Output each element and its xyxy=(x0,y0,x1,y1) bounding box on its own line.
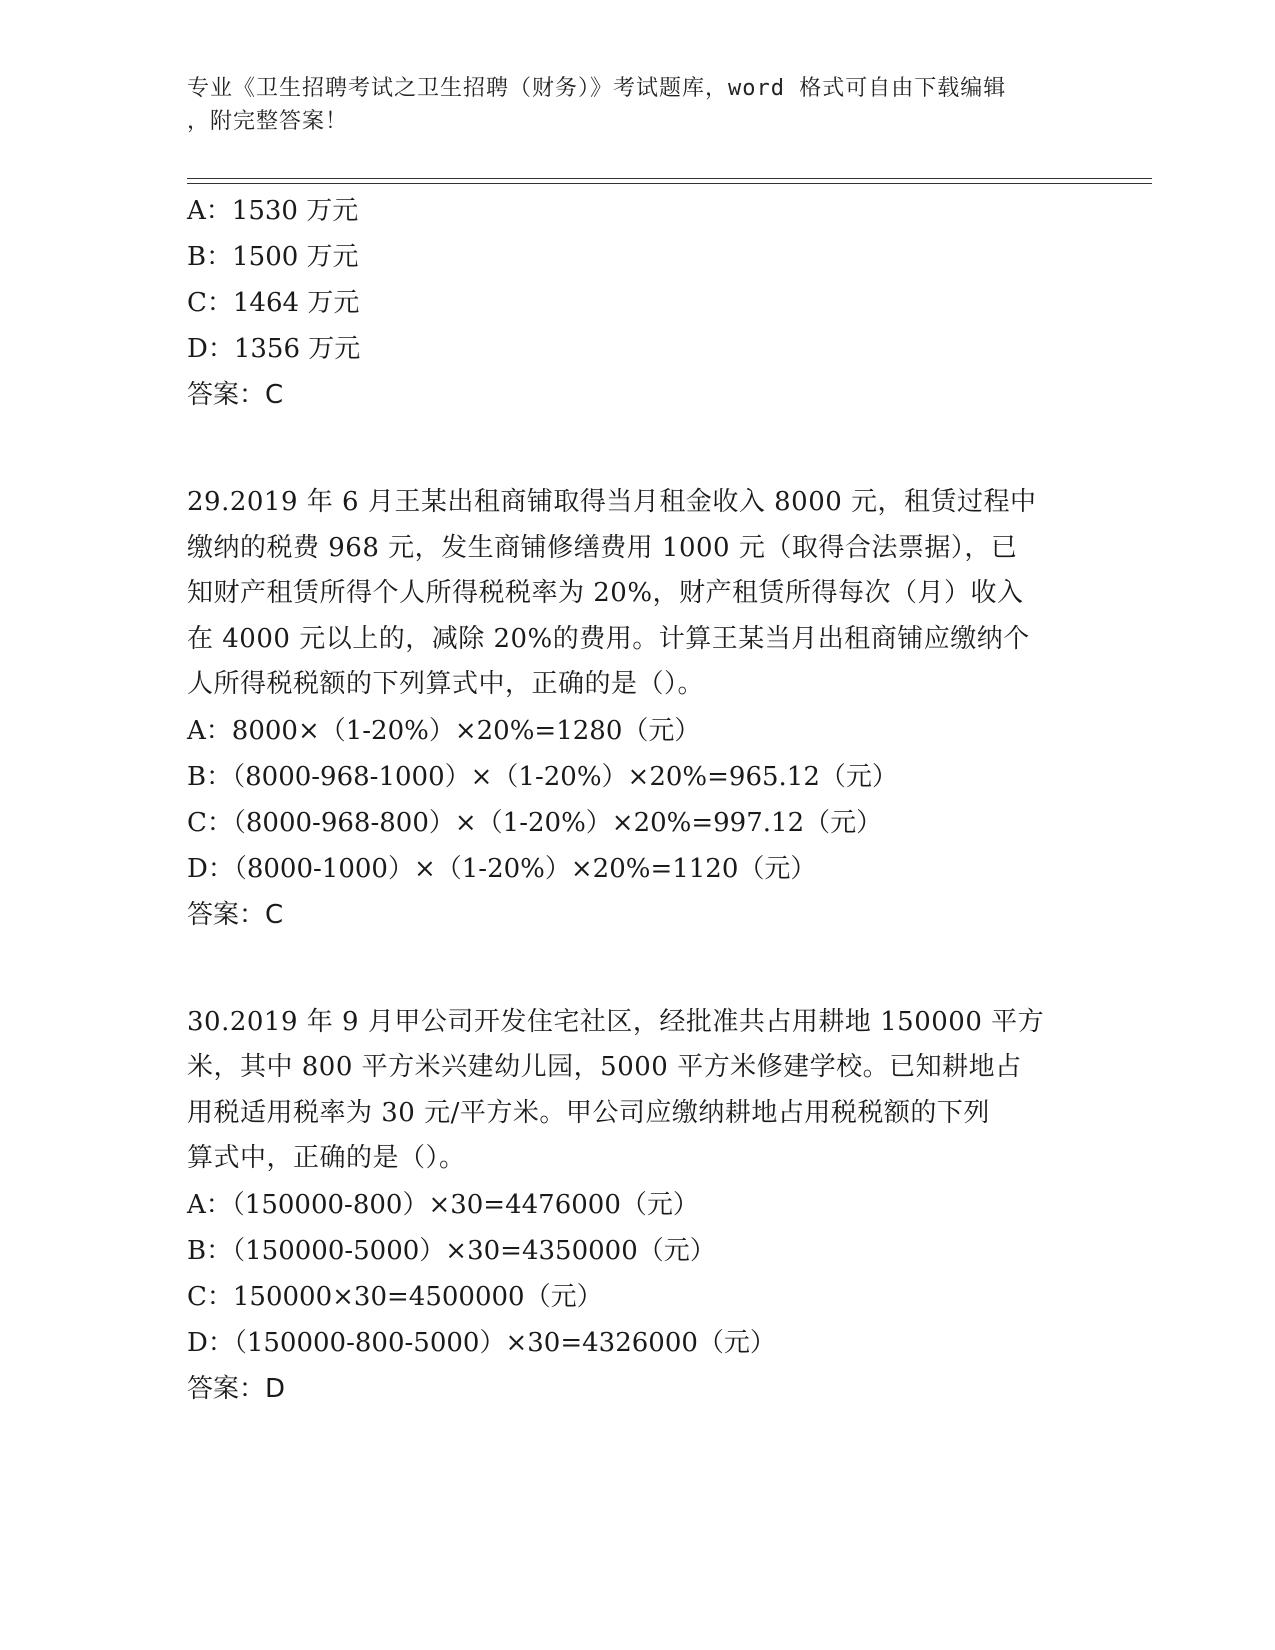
option-a: A：（150000-800）×30=4476000（元） xyxy=(187,1189,699,1220)
header-line-1: 专业《卫生招聘考试之卫生招聘（财务）》考试题库，word 格式可自由下载编辑 xyxy=(187,76,1007,101)
header-divider-bottom xyxy=(187,183,1152,184)
header-divider-top xyxy=(187,178,1152,179)
option-b: B：（150000-5000）×30=4350000（元） xyxy=(187,1235,716,1266)
question-28 xyxy=(187,188,1087,418)
stem-line: 29.2019 年 6 月王某出租商铺取得当月租金收入 8000 元，租赁过程中 xyxy=(187,487,1037,517)
stem-line: 用税适用税率为 30 元/平方米。甲公司应缴纳耕地占用税税额的下列 xyxy=(187,1097,990,1128)
option-b: B：1500 万元 xyxy=(187,242,359,272)
stem-line: 30.2019 年 9 月甲公司开发住宅社区，经批准共占用耕地 150000 平方 xyxy=(187,1006,1045,1037)
answer-label: 答案：D xyxy=(187,1373,286,1404)
header-line-2: ，附完整答案！ xyxy=(187,109,349,134)
question-stem xyxy=(187,1000,1087,1182)
question-content xyxy=(187,188,1087,1412)
option-c: C：150000×30=4500000（元） xyxy=(187,1281,603,1312)
stem-line: 米，其中 800 平方米兴建幼儿园，5000 平方米修建学校。已知耕地占 xyxy=(187,1052,1022,1082)
question-29 xyxy=(187,480,1087,938)
option-c: C：（8000-968-800）×（1-20%）×20%=997.12（元） xyxy=(187,807,883,838)
answer-label: 答案：C xyxy=(187,899,284,930)
option-d: D：（8000-1000）×（1-20%）×20%=1120（元） xyxy=(187,853,817,884)
stem-line: 在 4000 元以上的，减除 20%的费用。计算王某当月出租商铺应缴纳个 xyxy=(187,623,1030,654)
question-stem xyxy=(187,480,1087,708)
stem-line: 算式中，正确的是（）。 xyxy=(187,1143,466,1173)
answer-label: 答案：C xyxy=(187,380,284,410)
question-30 xyxy=(187,1000,1087,1412)
document-header xyxy=(187,72,1067,138)
option-a: A：8000×（1-20%）×20%=1280（元） xyxy=(187,715,701,746)
stem-line: 人所得税税额的下列算式中，正确的是（）。 xyxy=(187,669,705,699)
stem-line: 知财产租赁所得个人所得税税率为 20%，财产租赁所得每次（月）收入 xyxy=(187,578,1024,608)
option-d: D：（150000-800-5000）×30=4326000（元） xyxy=(187,1327,776,1358)
option-a: A：1530 万元 xyxy=(187,196,359,226)
option-d: D：1356 万元 xyxy=(187,334,361,364)
option-c: C：1464 万元 xyxy=(187,288,360,318)
stem-line: 缴纳的税费 968 元，发生商铺修缮费用 1000 元（取得合法票据），已 xyxy=(187,532,1018,563)
option-b: B：（8000-968-1000）×（1-20%）×20%=965.12（元） xyxy=(187,761,898,792)
